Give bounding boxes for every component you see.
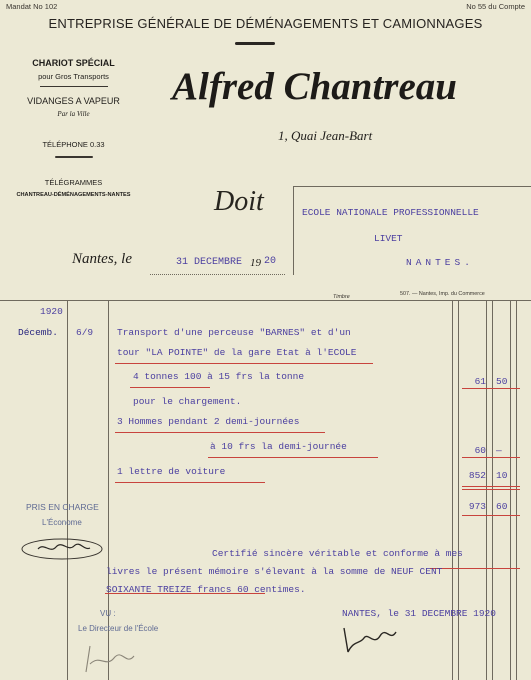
amount-cents: —	[496, 445, 502, 456]
ledger-line-3: 4 tonnes 100 à 15 frs la tonne	[133, 371, 305, 382]
director-signature	[60, 644, 150, 676]
red-underline	[115, 482, 265, 483]
ledger-line-7: 1 lettre de voiture	[117, 466, 226, 477]
gros-transports-label: pour Gros Transports	[38, 72, 109, 81]
par-ville-label: Par la Ville	[57, 110, 90, 118]
red-underline	[115, 363, 373, 364]
ledger-line-1: Transport d'une perceuse "BARNES" et d'un	[117, 327, 351, 338]
amount-francs: 61	[474, 376, 486, 387]
red-underline	[462, 457, 520, 458]
company-address: 1, Quai Jean-Bart	[278, 128, 373, 143]
amount-francs: 60	[474, 445, 486, 456]
red-underline	[462, 515, 520, 516]
enterprise-title: ENTREPRISE GÉNÉRALE DE DÉMÉNAGEMENTS ET CAMIONNAGES	[48, 16, 483, 31]
red-underline	[462, 489, 520, 490]
certification-date: NANTES, le 31 DECEMBRE 1920	[342, 608, 496, 619]
stamp-line-2: L'Économe	[42, 518, 82, 527]
red-underline	[430, 568, 520, 569]
ledger-column-rule	[452, 300, 453, 680]
chariot-label: CHARIOT SPÉCIAL	[32, 58, 115, 68]
title-ornament	[235, 42, 275, 45]
total-cents: 60	[496, 501, 508, 512]
telegram-address: CHANTREAU-DÉMÉNAGEMENTS-NANTES	[16, 192, 131, 198]
red-underline	[208, 457, 378, 458]
ledger-month: Décemb.	[18, 327, 58, 338]
vu-label: VU :	[100, 609, 116, 618]
recipient-line-3: NANTES.	[406, 257, 474, 268]
red-underline	[462, 486, 520, 487]
ledger-column-rule	[108, 300, 109, 680]
red-underline	[115, 432, 325, 433]
amount-cents: 10	[496, 470, 508, 481]
ledger-line-5: 3 Hommes pendant 2 demi-journées	[117, 416, 300, 427]
date-place: Nantes, le	[72, 251, 132, 267]
date-day-month: 31 DECEMBRE	[176, 257, 243, 268]
date-year-prefix: 19	[250, 257, 261, 269]
recipient-line-2: LIVET	[374, 233, 403, 244]
ledger-day: 6/9	[76, 327, 94, 338]
certification-line-1: Certifié sincère véritable et conforme à mes	[212, 548, 463, 559]
ledger-column-rule	[67, 300, 68, 680]
certification-line-3: SOIXANTE TREIZE francs 60 centimes.	[106, 584, 306, 595]
red-underline	[130, 387, 210, 388]
ledger-column-rule	[458, 300, 459, 680]
ledger-line-4: pour le chargement.	[133, 396, 242, 407]
vidanges-label: VIDANGES A VAPEUR	[27, 96, 120, 106]
doit-label: Doit	[214, 186, 264, 217]
stamp-line-1: PRIS EN CHARGE	[26, 502, 99, 512]
ledger-line-2: tour "LA POINTE" de la gare Etat à l'ECOLE	[117, 347, 357, 358]
printer-line: 507. — Nantes, Imp. du Commerce	[400, 291, 485, 297]
amount-francs: 852	[468, 470, 486, 481]
date-year-suffix: 20	[264, 256, 277, 267]
telegrammes-label: TÉLÉGRAMMES	[44, 178, 103, 187]
director-label: Le Directeur de l'École	[78, 624, 159, 633]
chantreau-signature	[340, 622, 402, 656]
certification-line-2: livres le présent mémoire s'élevant à la somme de NEUF CENT	[106, 566, 443, 577]
ledger-year: 1920	[40, 306, 63, 317]
amount-cents: 50	[496, 376, 508, 387]
company-name: Alfred Chantreau	[172, 65, 457, 108]
mandat-number: Mandat No 102	[6, 2, 58, 11]
timbre-label: Timbre	[333, 294, 350, 300]
divider	[55, 156, 93, 158]
red-underline	[462, 388, 520, 389]
ledger-line-6: à 10 frs la demi-journée	[210, 441, 347, 452]
recipient-line-1: ECOLE NATIONALE PROFESSIONNELLE	[302, 207, 479, 218]
telephone-label: TÉLÉPHONE 0.33	[42, 140, 105, 149]
date-dotted-line	[150, 274, 285, 276]
econome-signature	[20, 536, 110, 562]
total-francs: 973	[468, 501, 486, 512]
compte-number: No 55 du Compte	[466, 2, 525, 11]
divider	[40, 86, 108, 87]
